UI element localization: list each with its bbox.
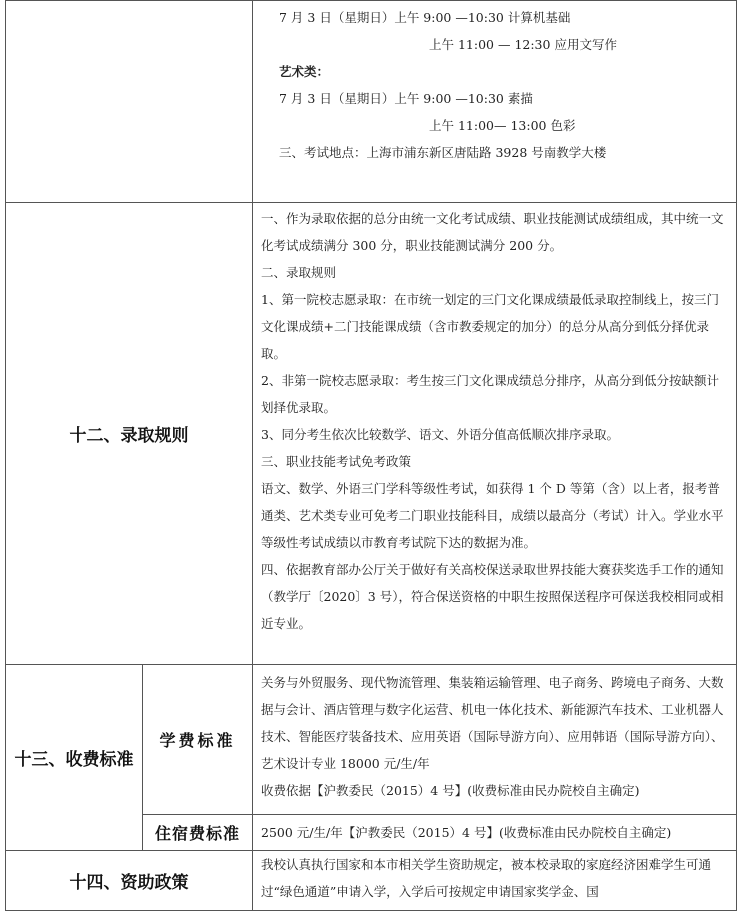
section-12-content bbox=[253, 203, 737, 665]
tuition-basis: 收费依据【沪教委民（2015）4 号】(收费标准由民办院校自主确定) bbox=[261, 783, 640, 798]
rule-para-3: 2、非第一院校志愿录取：考生按三门文化课成绩总分排序，从高分到低分按缺额计划择优录取。 bbox=[261, 373, 719, 415]
exam-line-computer: 7 月 3 日（星期日）上午 9:00 —10:30 计算机基础 bbox=[279, 10, 571, 25]
rule-para-6: 四、依据教育部办公厅关于做好有关高校保送录取世界技能大赛获奖选手工作的通知（教学厅〔2020〕3 号），符合保送资格的中职生按照保送程序可保送我校相同或相近专业。 bbox=[261, 562, 724, 631]
rule-para-4: 3、同分考生依次比较数学、语文、外语分值高低顺次排序录取。 bbox=[261, 427, 619, 442]
exam-line-sketch: 7 月 3 日（星期日）上午 9:00 —10:30 素描 bbox=[279, 91, 533, 106]
tuition-majors: 关务与外贸服务、现代物流管理、集装箱运输管理、电子商务、跨境电子商务、大数据与会计、酒店管理与数字化运营、机电一体化技术、新能源汽车技术、工业机器人技术、智能医疗装备技术、应用英语（国际导游方向）、应用韩语（国际导游方向）、艺术设计专业 18000 元/生/年 bbox=[261, 675, 724, 771]
section-12-row bbox=[6, 203, 737, 665]
tuition-label: 学费标准 bbox=[143, 665, 253, 815]
tuition-content bbox=[253, 665, 737, 815]
rule-heading-3: 三、职业技能考试免考政策 bbox=[261, 454, 412, 469]
rule-para-1: 一、作为录取依据的总分由统一文化考试成绩、职业技能测试成绩组成，其中统一文化考试成绩满分 300 分，职业技能测试满分 200 分。 bbox=[261, 211, 724, 253]
section-14-content bbox=[253, 851, 737, 911]
section-14-row bbox=[6, 851, 737, 911]
section-12-label: 十二、录取规则 bbox=[6, 203, 253, 665]
rule-para-5: 语文、数学、外语三门学科等级性考试，如获得 1 个 D 等第（含）以上者，报考普通类、艺术类专业可免考二门职业技能科目，成绩以最高分（考试）计入。学业水平等级性考试成绩以市教育考试院下达的数据为准。 bbox=[261, 481, 724, 550]
lodging-label: 住宿费标准 bbox=[143, 815, 253, 851]
exam-schedule-row bbox=[6, 1, 737, 203]
admission-info-table bbox=[5, 0, 737, 911]
exam-label-cell bbox=[6, 1, 253, 203]
rule-para-2: 1、第一院校志愿录取：在市统一划定的三门文化课成绩最低录取控制线上，按三门文化课成绩+二门技能课成绩（含市教委规定的加分）的总分从高分到低分择优录取。 bbox=[261, 292, 719, 361]
exam-line-writing: 上午 11:00 — 12:30 应用文写作 bbox=[429, 37, 617, 52]
section-13-label: 十三、收费标准 bbox=[6, 665, 143, 851]
rule-heading-2: 二、录取规则 bbox=[261, 265, 337, 280]
section-13-tuition-row bbox=[6, 665, 737, 815]
art-heading: 艺术类： bbox=[279, 64, 330, 79]
aid-policy-text: 我校认真执行国家和本市相关学生资助规定，被本校录取的家庭经济困难学生可通过“绿色通道”申请入学，入学后可按规定申请国家奖学金、国 bbox=[261, 857, 712, 899]
lodging-content bbox=[253, 815, 737, 851]
exam-line-color: 上午 11:00— 13:00 色彩 bbox=[429, 118, 576, 133]
exam-schedule-cell bbox=[253, 1, 737, 203]
section-14-label: 十四、资助政策 bbox=[6, 851, 253, 911]
lodging-text: 2500 元/生/年【沪教委民（2015）4 号】(收费标准由民办院校自主确定) bbox=[261, 825, 672, 840]
exam-location: 三、考试地点：上海市浦东新区唐陆路 3928 号南教学大楼 bbox=[279, 145, 607, 160]
